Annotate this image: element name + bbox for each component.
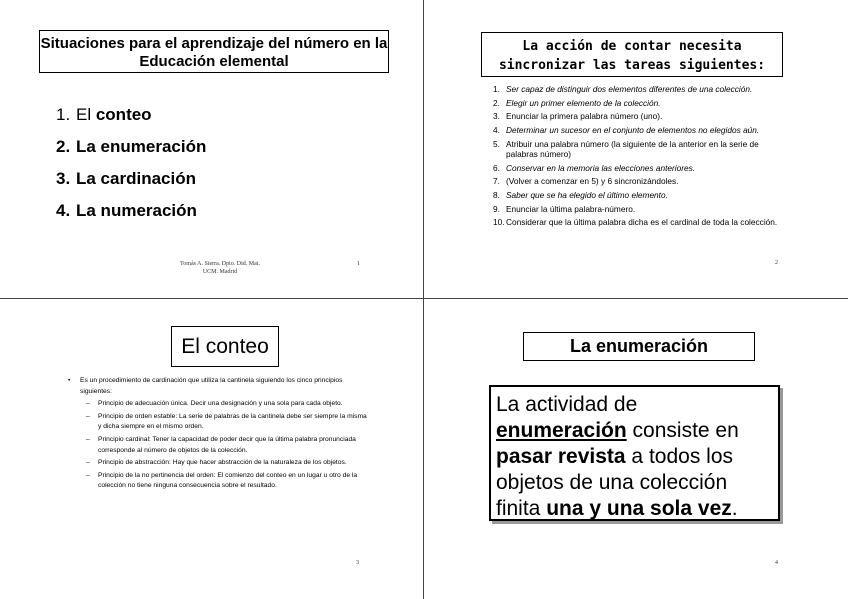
- page-number: 2: [775, 260, 778, 266]
- slide-divider-horizontal: [0, 298, 848, 299]
- definition-box: [489, 385, 780, 521]
- dash: –: [86, 400, 90, 408]
- principle-text: Principio de abstracción: Hay que hacer abstracción de la naturaleza de los objetos.: [98, 459, 347, 467]
- principles-list: [68, 399, 368, 492]
- item-number: 5.: [493, 138, 500, 149]
- item-number: 6.: [493, 162, 500, 173]
- list-item: [493, 217, 783, 227]
- item-text: El: [76, 105, 96, 124]
- item-text: Saber que se ha elegido el último elemento.: [506, 190, 668, 201]
- intro-text: Es un procedimiento de cardinación que utiliza la cantinela siguiendo los cinco principios siguientes:: [80, 377, 343, 395]
- item-text: Atribuir una palabra número (la siguiente de la anterior en la serie de palabras número): [506, 138, 759, 160]
- item-text: Enunciar la última palabra-número.: [506, 203, 636, 214]
- slide-4-title: La enumeración: [523, 332, 755, 361]
- list-item: [493, 84, 783, 94]
- list-item: [56, 200, 206, 232]
- text: .: [731, 497, 738, 520]
- item-bold-text: La numeración: [76, 201, 197, 220]
- item-number: 2.: [56, 137, 71, 156]
- slide-1-list: [56, 104, 206, 232]
- item-bold-text: La enumeración: [76, 137, 207, 156]
- principle-item: [68, 471, 368, 492]
- item-number: 9.: [493, 203, 500, 214]
- principle-text: Principio de orden estable: La serie de palabras de la cantinela debe ser siempre la misma y dicha siempre en el mismo orden.: [98, 412, 367, 431]
- item-number: 1.: [56, 105, 71, 124]
- slide-1-title: Situaciones para el aprendizaje del número en la Educación elemental: [39, 30, 389, 73]
- principle-text: Principio cardinal: Tener la capacidad de poder decir que la última palabra pronunciada corresponde al número de objetos de la colección.: [98, 435, 356, 454]
- bold-term: una y una sola vez: [546, 497, 732, 520]
- dash: –: [86, 412, 90, 420]
- bold-term: pasar revista: [496, 445, 626, 468]
- text: consiste en: [626, 419, 739, 442]
- item-number: 1.: [493, 84, 500, 94]
- slide-1-credit: [150, 260, 290, 276]
- page-number: 3: [356, 560, 359, 566]
- slide-divider-vertical: [423, 0, 424, 599]
- dash: –: [86, 435, 90, 443]
- page-number: 1: [357, 261, 360, 267]
- list-item: [493, 176, 783, 186]
- list-item: [493, 204, 783, 214]
- item-text: Conservar en la memoria las elecciones anteriores.: [506, 162, 696, 173]
- item-bold-text: conteo: [95, 105, 152, 124]
- list-item: [493, 139, 783, 160]
- list-item: [56, 136, 206, 168]
- principle-item: [68, 435, 368, 456]
- principle-item: [68, 412, 368, 433]
- item-number: 4.: [493, 125, 500, 136]
- slide-3-title: El conteo: [171, 326, 279, 367]
- principle-text: Principio de la no pertinencia del orden: El comienzo del conteo en un lugar u otro de la colección no tiene ninguna consecuencia sobre el resultado.: [98, 471, 358, 490]
- principle-item: [68, 399, 368, 410]
- principle-item: [68, 458, 368, 469]
- item-number: 7.: [493, 176, 500, 187]
- list-item: [493, 163, 783, 173]
- text: a todos los objetos de una colección finita: [496, 445, 733, 520]
- page-number: 4: [775, 560, 778, 566]
- slide-2-list: [493, 84, 783, 231]
- item-number: 3.: [56, 169, 71, 188]
- principle-text: Principio de adecuación única. Decir una designación y una sola para cada objeto.: [98, 400, 343, 408]
- credit-line-1: Tomás A. Sierra. Dpto. Did. Mat.: [180, 261, 260, 267]
- list-item: [493, 111, 783, 121]
- dash: –: [86, 471, 90, 479]
- underlined-term: enumeración: [496, 419, 627, 442]
- slide-3-body: [68, 376, 368, 492]
- slide-2-title: [481, 32, 783, 77]
- list-item: [56, 168, 206, 200]
- list-item: [493, 190, 783, 200]
- title-line-1: La acción de contar necesita: [522, 39, 742, 54]
- list-item: [493, 125, 783, 135]
- bullet: •: [68, 377, 71, 384]
- dash: –: [86, 459, 90, 467]
- item-text: Elegir un primer elemento de la colección.: [506, 97, 661, 108]
- item-number: 10.: [493, 217, 505, 228]
- item-text: Enunciar la primera palabra número (uno).: [506, 111, 663, 122]
- intro-paragraph: [68, 376, 368, 397]
- item-bold-text: La cardinación: [76, 169, 196, 188]
- item-number: 2.: [493, 97, 500, 108]
- list-item: [56, 104, 206, 136]
- item-number: 8.: [493, 190, 500, 201]
- list-item: [493, 98, 783, 108]
- title-line-2: sincronizar las tareas siguientes:: [498, 58, 766, 73]
- item-text: Considerar que la última palabra dicha es el cardinal de toda la colección.: [506, 217, 778, 228]
- text: La actividad de: [496, 393, 638, 416]
- item-number: 3.: [493, 111, 500, 122]
- item-text: (Volver a comenzar en 5) y 6 sincronizándoles.: [506, 176, 679, 187]
- item-text: Determinar un sucesor en el conjunto de elementos no elegidos aún.: [506, 125, 760, 136]
- item-number: 4.: [56, 201, 71, 220]
- credit-line-2: UCM. Madrid: [202, 269, 238, 275]
- item-text: Ser capaz de distinguir dos elementos diferentes de una colección.: [506, 84, 753, 94]
